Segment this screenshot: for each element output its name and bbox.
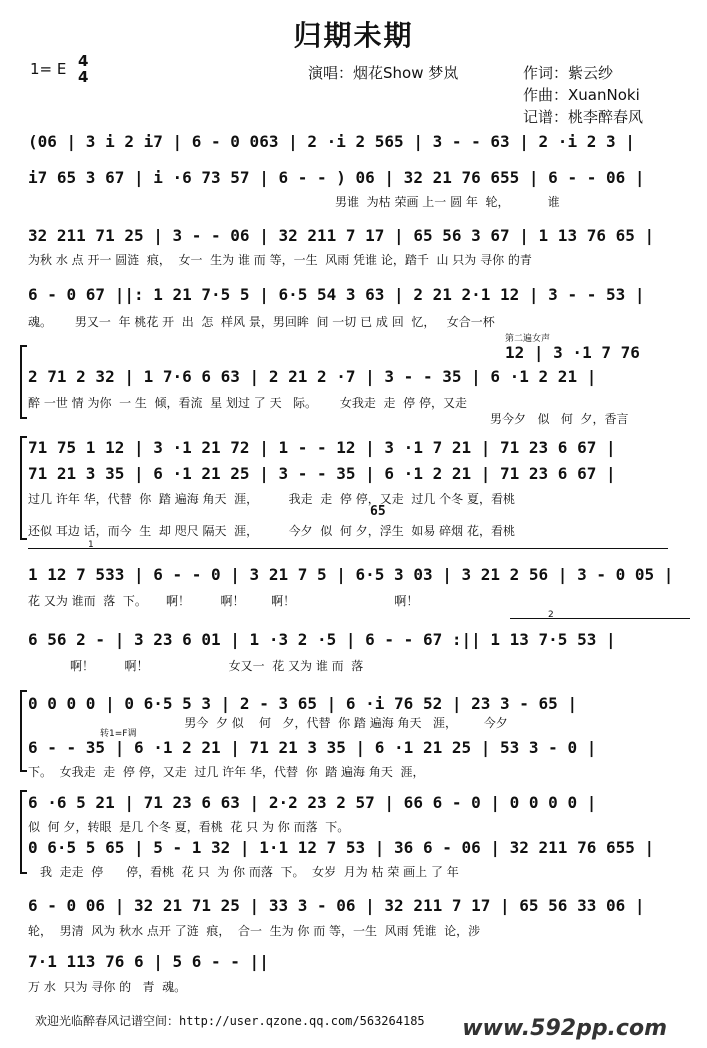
lyric-row-4: 魂。 男又一 年 桃花 开 出 怎 样风 景，男回眸 间 一切 已 成 回 忆， 女合一杯 — [28, 315, 495, 329]
notation-row-12: 6 ·6 5 21 | 71 23 6 63 | 2·2 23 2 57 | 66 6 - 0 | 0 0 0 0 | — [28, 793, 597, 812]
system-bracket-3 — [20, 690, 27, 772]
volta-1-line — [28, 548, 668, 549]
system-bracket-2 — [20, 436, 27, 540]
alt-notation-1: 12 | 3 ·1 7 76 — [505, 343, 640, 362]
lyric-row-15: 万 水 只为 寻你 的 青 魂。 — [28, 980, 187, 994]
lyric-row-2: 男谁 为枯 荣画 上一 圆 年 轮， 谁 — [335, 195, 560, 209]
lyric-row-12: 似 何 夕，转眼 是几 个冬 夏，看桃 花 只 为 你 而落 下。 — [28, 820, 350, 834]
brand-watermark: www.592pp.com — [462, 1016, 667, 1041]
volta-2-line — [510, 618, 690, 619]
alt-lyric-5: 男今夕 似 何 夕，香言 — [490, 412, 629, 426]
notation-row-9: 6 56 2 - | 3 23 6 01 | 1 ·3 2 ·5 | 6 - - 67 :|| 1 13 7·5 53 | — [28, 630, 616, 649]
key-signature: 1= E — [30, 60, 67, 78]
lyric-row-11: 下。 女我走 走 停 停，又走 过几 许年 华，代替 你 踏 遍海 角天 涯， — [28, 765, 425, 779]
notation-row-5: 2 71 2 32 | 1 7·6 6 63 | 2 21 2 ·7 | 3 - - 35 | 6 ·1 2 21 | — [28, 367, 597, 386]
notation-row-3: 32 211 71 25 | 3 - - 06 | 32 211 7 17 | 65 56 3 67 | 1 13 76 65 | — [28, 226, 655, 245]
alt-notation-2: 71 75 1 12 | 3 ·1 21 72 | 1 - - 12 | 3 ·1 7 21 | 71 23 6 67 | — [28, 438, 616, 457]
notation-row-13: 0 6·5 5 65 | 5 - 1 32 | 1·1 12 7 53 | 36 6 - 06 | 32 211 76 655 | — [28, 838, 655, 857]
transcriber-credit: 记谱：桃李醉春风 — [523, 108, 644, 126]
system-bracket-1 — [20, 345, 27, 419]
volta-1-label: 1 — [88, 540, 94, 550]
notation-row-15: 7·1 113 76 6 | 5 6 - - || — [28, 952, 269, 971]
volta-2-label: 2 — [548, 610, 554, 620]
notation-row-1: (06 | 3 i 2 i7 | 6 - 0 063 | 2 ·i 2 565 | 3 - - 63 | 2 ·i 2 3 | — [28, 132, 635, 151]
notation-row-6: 71 21 3 35 | 6 ·1 21 25 | 3 - - 35 | 6 ·1 2 21 | 71 23 6 67 | — [28, 464, 616, 483]
notation-row-10: 0 0 0 0 | 0 6·5 5 3 | 2 - 3 65 | 6 ·i 76 52 | 23 3 - 65 | — [28, 694, 578, 713]
lyric-row-9: 啊！ 啊！ 女又一 花 又为 谁 而 落 — [28, 659, 364, 673]
notation-row-11: 6 - - 35 | 6 ·1 2 21 | 71 21 3 35 | 6 ·1 21 25 | 53 3 - 0 | — [28, 738, 597, 757]
lyric-row-13: 我 走走 停 停，看桃 花 只 为 你 而落 下。 女岁 月为 枯 荣 画上 了 年 — [40, 865, 459, 879]
notation-row-2: i7 65 3 67 | i ·6 73 57 | 6 - - ) 06 | 32 21 76 655 | 6 - - 06 | — [28, 168, 645, 187]
system-bracket-4 — [20, 790, 27, 874]
song-title: 归期未期 — [293, 19, 414, 52]
lyric-row-14: 轮， 男清 风为 秋水 点开 了涟 痕， 合一 生为 你 而 等，一生 风雨 凭谁 论，涉 — [28, 924, 481, 938]
lyric-row-3: 为秋 水 点 开一 圆涟 痕， 女一 生为 谁 而 等，一生 风雨 凭谁 论，踏千 山 只为 寻你 的青 — [28, 253, 532, 267]
notation-row-8: 1 12 7 533 | 6 - - 0 | 3 21 7 5 | 6·5 3 03 | 3 21 2 56 | 3 - 0 05 | — [28, 565, 674, 584]
lyric-row-6: 过几 许年 华，代替 你 踏 遍海 角天 涯， 我走 走 停 停，又走 过几 个冬 夏，看桃 — [28, 492, 515, 506]
notation-row-14: 6 - 0 06 | 32 21 71 25 | 33 3 - 06 | 32 211 7 17 | 65 56 33 06 | — [28, 896, 645, 915]
alt-65: 65 — [370, 504, 386, 519]
notation-row-4: 6 - 0 67 ||: 1 21 7·5 5 | 6·5 54 3 63 | 2 21 2·1 12 | 3 - - 53 | — [28, 285, 645, 304]
modulation-note: 转1=F调 — [100, 729, 137, 739]
composer-credit: 作曲：XuanNoki — [523, 86, 640, 104]
singer-credit: 演唱：烟花Show 梦岚 — [308, 64, 459, 82]
lyric-row-7: 还似 耳边 话，而今 生 却 咫尺 隔天 涯， 今夕 似 何 夕，浮生 如易 碎烟 花，看桃 — [28, 524, 515, 538]
lyric-row-10: 男今 夕 似 何 夕，代替 你 踏 遍海 角天 涯， 今夕 — [150, 716, 508, 730]
second-time-note: 第二遍女声 — [505, 334, 551, 344]
footer-text: 欢迎光临醉春风记谱空间：http://user.qzone.qq.com/563264185 — [35, 1014, 425, 1028]
lyric-row-5: 醉 一世 情 为你 一 生 倾，看流 星 划过 了 天 际。 女我走 走 停 停，又走 — [28, 396, 467, 410]
time-signature-top: 4 — [78, 52, 89, 70]
lyricist-credit: 作词：紫云纱 — [523, 64, 614, 82]
time-signature-bottom: 4 — [78, 68, 89, 86]
lyric-row-8: 花 又为 谁而 落 下。 啊！ 啊！ 啊！ 啊！ — [28, 594, 419, 608]
